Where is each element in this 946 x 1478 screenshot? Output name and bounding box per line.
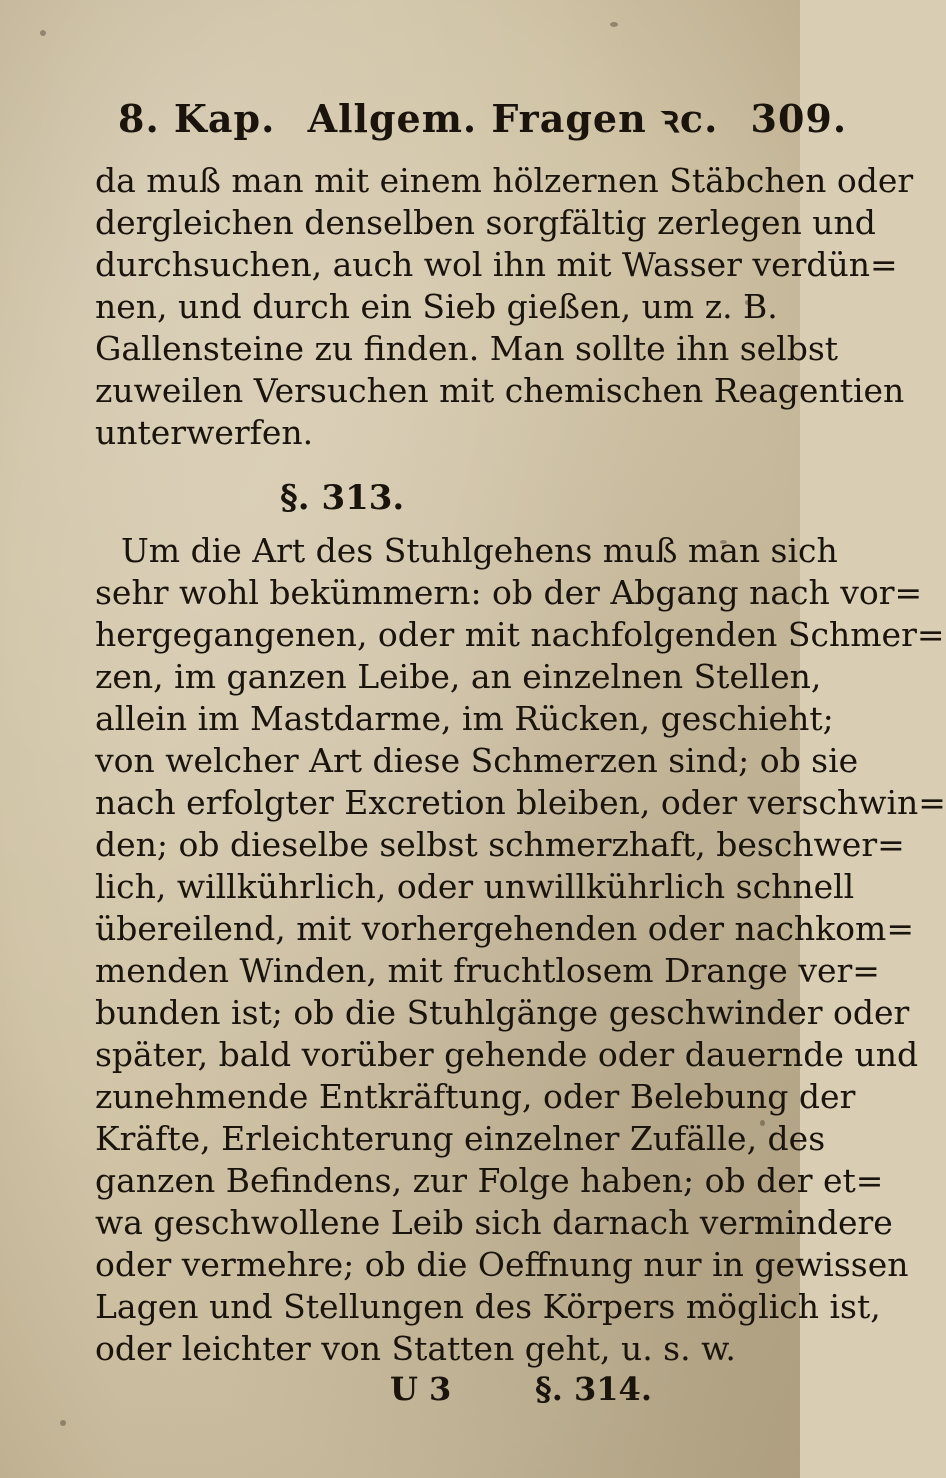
chapter-label: 8. Kap. bbox=[118, 96, 276, 141]
paper-speck bbox=[610, 22, 618, 27]
page-number: 309. bbox=[750, 96, 848, 141]
header-title: Allgem. Fragen ꝛc. bbox=[307, 96, 719, 141]
text-line: wa geschwollene Leib sich darnach vermindere bbox=[95, 1203, 893, 1242]
text-line: oder leichter von Statten geht, u. s. w. bbox=[95, 1329, 736, 1368]
signature-mark: U 3 bbox=[390, 1370, 452, 1408]
text-line: zuweilen Versuchen mit chemischen Reagentien bbox=[95, 371, 905, 410]
text-line: durchsuchen, auch wol ihn mit Wasser verdün= bbox=[95, 245, 898, 284]
text-line: übereilend, mit vorhergehenden oder nachkom= bbox=[95, 909, 914, 948]
text-line: allein im Mastdarme, im Rücken, geschieht; bbox=[95, 699, 834, 738]
text-line: zen, im ganzen Leibe, an einzelnen Stellen, bbox=[95, 657, 822, 696]
text-line: menden Winden, mit fruchtlosem Drange ver= bbox=[95, 951, 880, 990]
text-line: später, bald vorüber gehende oder dauernde und bbox=[95, 1035, 919, 1074]
paper-speck bbox=[40, 30, 46, 36]
text-line: da muß man mit einem hölzernen Stäbchen oder bbox=[95, 161, 914, 200]
text-line: Gallensteine zu finden. Man sollte ihn selbst bbox=[95, 329, 839, 368]
paragraph-continuation bbox=[95, 160, 914, 454]
text-line: von welcher Art diese Schmerzen sind; ob sie bbox=[95, 741, 859, 780]
text-line: hergegangenen, oder mit nachfolgenden Schmer= bbox=[95, 615, 945, 654]
text-line: bunden ist; ob die Stuhlgänge geschwinder oder bbox=[95, 993, 910, 1032]
text-line: Lagen und Stellungen des Körpers möglich ist, bbox=[95, 1287, 881, 1326]
text-line: ganzen Befindens, zur Folge haben; ob der et= bbox=[95, 1161, 884, 1200]
text-line: sehr wohl bekümmern: ob der Abgang nach vor= bbox=[95, 573, 923, 612]
paragraph-section-313 bbox=[95, 530, 946, 1370]
running-header bbox=[118, 92, 848, 144]
text-line: lich, willkührlich, oder unwillkührlich schnell bbox=[95, 867, 855, 906]
text-line: Kräfte, Erleichterung einzelner Zufälle, des bbox=[95, 1119, 826, 1158]
text-line: den; ob dieselbe selbst schmerzhaft, beschwer= bbox=[95, 825, 905, 864]
paper-speck bbox=[60, 1420, 66, 1426]
text-line: nen, und durch ein Sieb gießen, um z. B. bbox=[95, 287, 778, 326]
catchword: §. 314. bbox=[535, 1370, 652, 1408]
section-heading: §. 313. bbox=[280, 478, 405, 518]
text-line: Um die Art des Stuhlgehens muß man sich bbox=[121, 531, 838, 570]
text-line: nach erfolgter Excretion bleiben, oder verschwin= bbox=[95, 783, 946, 822]
text-line: oder vermehre; ob die Oeffnung nur in gewissen bbox=[95, 1245, 909, 1284]
text-line: unterwerfen. bbox=[95, 413, 314, 452]
text-line: zunehmende Entkräftung, oder Belebung der bbox=[95, 1077, 856, 1116]
text-line: dergleichen denselben sorgfältig zerlegen und bbox=[95, 203, 876, 242]
